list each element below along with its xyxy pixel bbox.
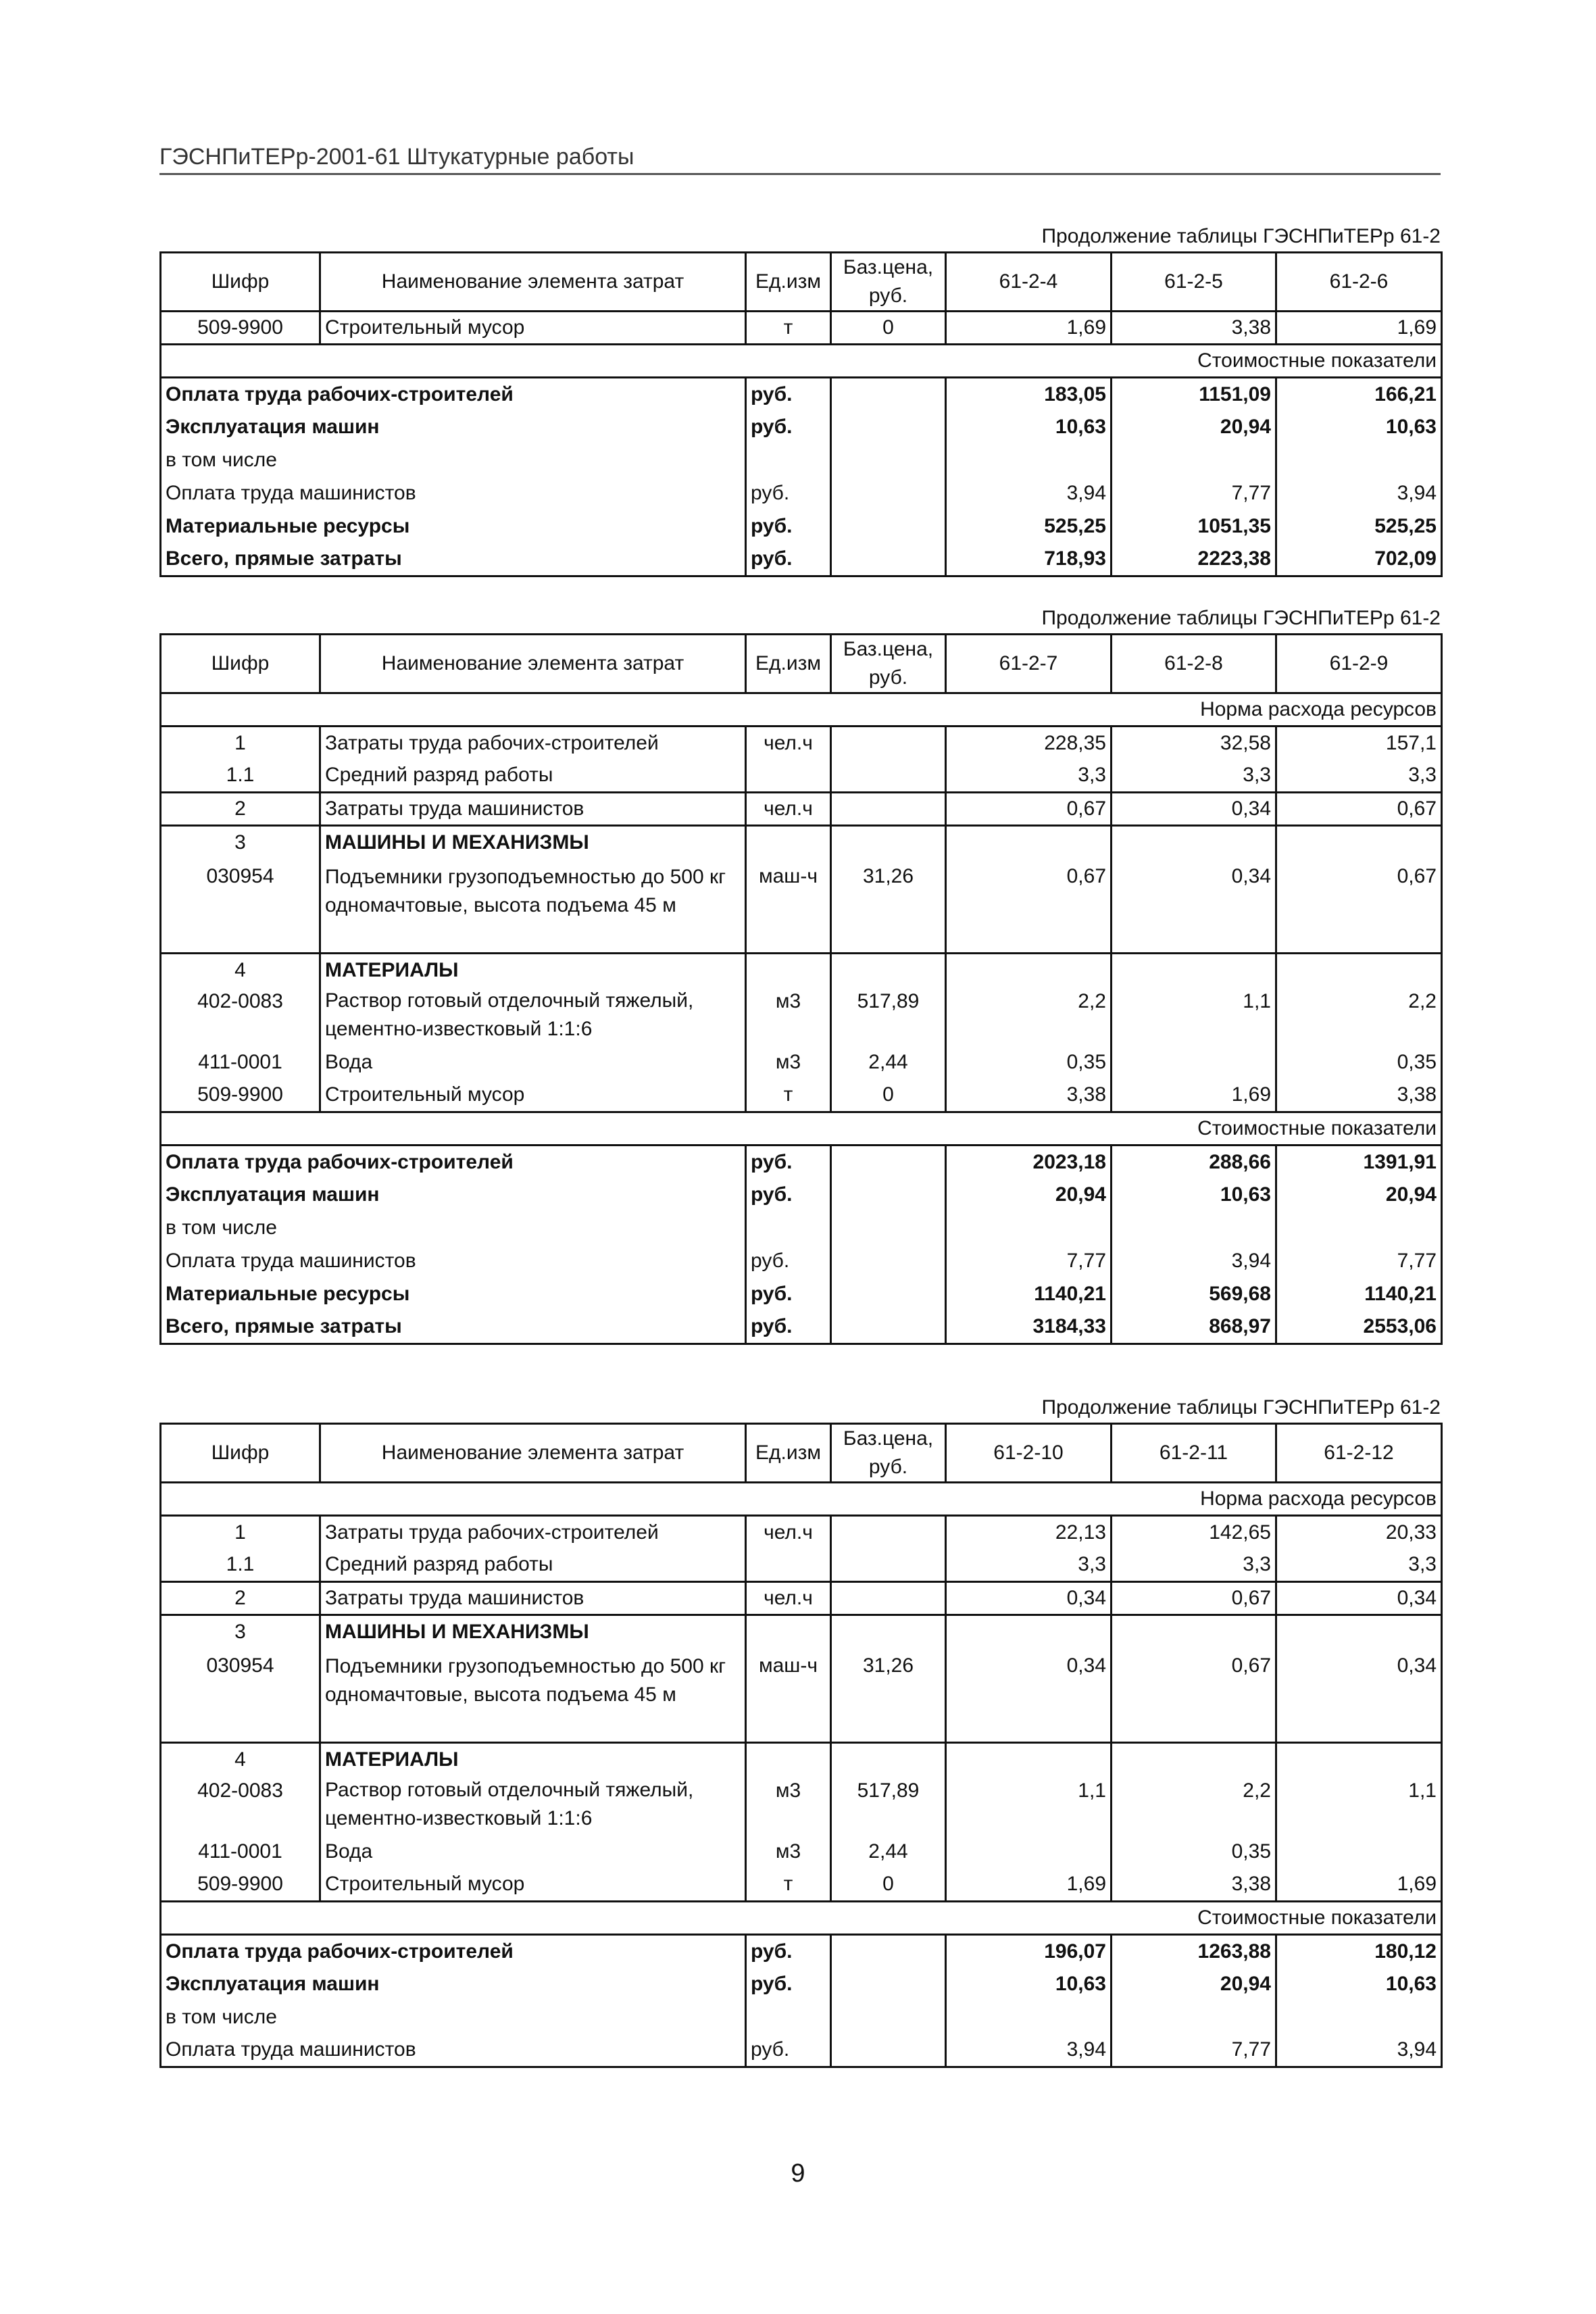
table-cell: Подъемники грузоподъемностью до 500 кг одномачтовые, высота подъема 45 м xyxy=(320,1648,746,1743)
table-cell: Эксплуатация машин xyxy=(161,411,746,444)
table-cell xyxy=(1276,2001,1442,2034)
table-cell xyxy=(946,444,1112,477)
table-cell: 2023,18 xyxy=(946,1146,1112,1179)
cost-row xyxy=(161,411,1442,444)
cost-row xyxy=(161,378,1442,411)
table-cell: 7,77 xyxy=(1276,1245,1442,1278)
table-cell: Затраты труда машинистов xyxy=(320,1582,746,1615)
table-cell: руб. xyxy=(746,477,831,510)
table-cell: руб. xyxy=(746,1278,831,1311)
resource-table-1 xyxy=(159,251,1443,577)
table-cell: 3,38 xyxy=(1112,1869,1276,1902)
table-cell: 2,44 xyxy=(831,1046,946,1079)
cost-row xyxy=(161,1278,1442,1311)
table-cell: руб. xyxy=(746,1935,831,1968)
col-code: Шифр xyxy=(161,635,320,693)
table-cell: 0,34 xyxy=(946,1582,1112,1615)
table-row xyxy=(161,1079,1442,1112)
table-cell xyxy=(831,1743,946,1776)
table-cell: 22,13 xyxy=(946,1516,1112,1549)
table-cell: Строительный мусор xyxy=(320,1869,746,1902)
table-row xyxy=(161,1582,1442,1615)
table-cell: Оплата труда рабочих-строителей xyxy=(161,1146,746,1179)
table-row xyxy=(161,1549,1442,1582)
col-price: Баз.цена, руб. xyxy=(831,1424,946,1483)
table-cell xyxy=(746,1743,831,1776)
table-cell: т xyxy=(746,312,831,345)
table-cell: руб. xyxy=(746,2034,831,2067)
table-cell xyxy=(746,444,831,477)
col-price: Баз.цена, руб. xyxy=(831,253,946,312)
table-cell: руб. xyxy=(746,1179,831,1212)
table-cell: 3,3 xyxy=(1276,760,1442,793)
cost-row xyxy=(161,444,1442,477)
resource-table-2 xyxy=(159,633,1443,1345)
table-cell xyxy=(1112,444,1276,477)
col-norm-3: 61-2-12 xyxy=(1276,1424,1442,1483)
table-cell: Средний разряд работы xyxy=(320,760,746,793)
table-cell xyxy=(946,1743,1112,1776)
table-cell xyxy=(746,1615,831,1648)
table-cell xyxy=(1112,1615,1276,1648)
table-cell: 7,77 xyxy=(1112,477,1276,510)
table-cell: 1151,09 xyxy=(1112,378,1276,411)
table-cell: Раствор готовый отделочный тяжелый, цементно-известковый 1:1:6 xyxy=(320,987,746,1046)
table-cell: 0 xyxy=(831,1869,946,1902)
table-cell xyxy=(831,826,946,859)
table-cell: МАТЕРИАЛЫ xyxy=(320,954,746,987)
table-row xyxy=(161,1516,1442,1549)
table-cell: 509-9900 xyxy=(161,1869,320,1902)
table-cell: 1263,88 xyxy=(1112,1935,1276,1968)
table-cell: 2,2 xyxy=(1112,1776,1276,1836)
table-cell: 1,69 xyxy=(946,312,1112,345)
col-norm-3: 61-2-9 xyxy=(1276,635,1442,693)
section-cost: Стоимостные показатели xyxy=(161,1112,1442,1146)
col-norm-1: 61-2-7 xyxy=(946,635,1112,693)
table-row xyxy=(161,954,1442,987)
table-cell: 525,25 xyxy=(946,510,1112,543)
section-norm: Норма расхода ресурсов xyxy=(161,693,1442,727)
table-cell: 0,67 xyxy=(1276,859,1442,954)
table-cell xyxy=(1112,2001,1276,2034)
table-cell: 402-0083 xyxy=(161,1776,320,1836)
table-cell: 1,69 xyxy=(1112,1079,1276,1112)
table-row xyxy=(161,1743,1442,1776)
table-cell xyxy=(946,1615,1112,1648)
col-code: Шифр xyxy=(161,1424,320,1483)
col-name: Наименование элемента затрат xyxy=(320,253,746,312)
table-cell: чел.ч xyxy=(746,793,831,826)
table-cell: 525,25 xyxy=(1276,510,1442,543)
col-unit: Ед.изм xyxy=(746,253,831,312)
table-cell: 183,05 xyxy=(946,378,1112,411)
table-cell: руб. xyxy=(746,1968,831,2001)
table-cell: 2 xyxy=(161,793,320,826)
col-norm-2: 61-2-5 xyxy=(1112,253,1276,312)
col-norm-1: 61-2-4 xyxy=(946,253,1112,312)
table-cell: руб. xyxy=(746,378,831,411)
table-cell: 2,2 xyxy=(946,987,1112,1046)
table-cell: 3,3 xyxy=(1112,760,1276,793)
table-cell: 20,94 xyxy=(1112,411,1276,444)
table-cell: 0,35 xyxy=(1112,1836,1276,1869)
table-cell: 569,68 xyxy=(1112,1278,1276,1311)
table-cell xyxy=(1276,444,1442,477)
table-cell: Всего, прямые затраты xyxy=(161,1311,746,1344)
table-cell xyxy=(1276,1212,1442,1245)
col-norm-2: 61-2-8 xyxy=(1112,635,1276,693)
table-cell: 3184,33 xyxy=(946,1311,1112,1344)
table-cell: Оплата труда машинистов xyxy=(161,477,746,510)
table-cell xyxy=(1276,1836,1442,1869)
table-cell: 0,67 xyxy=(1112,1582,1276,1615)
table-cell xyxy=(746,826,831,859)
table-cell: 0,35 xyxy=(946,1046,1112,1079)
table-cell xyxy=(831,760,946,793)
table-cell: 702,09 xyxy=(1276,543,1442,576)
table-cell: 3,94 xyxy=(1112,1245,1276,1278)
cost-row xyxy=(161,1968,1442,2001)
table-cell: 3,38 xyxy=(1276,1079,1442,1112)
table-cell: 3,38 xyxy=(1112,312,1276,345)
table-cell: 196,07 xyxy=(946,1935,1112,1968)
table-cell: Оплата труда машинистов xyxy=(161,1245,746,1278)
col-norm-1: 61-2-10 xyxy=(946,1424,1112,1483)
table-cell: 0,67 xyxy=(946,859,1112,954)
col-code: Шифр xyxy=(161,253,320,312)
table-row xyxy=(161,760,1442,793)
table-cell: 1,1 xyxy=(1276,1776,1442,1836)
table-cell: 4 xyxy=(161,1743,320,1776)
table-cell xyxy=(1112,1212,1276,1245)
table-cell: 0,34 xyxy=(1276,1582,1442,1615)
table-cell: Вода xyxy=(320,1836,746,1869)
table-row xyxy=(161,793,1442,826)
table-cell xyxy=(946,1836,1112,1869)
table-cell: м3 xyxy=(746,987,831,1046)
table-row xyxy=(161,1869,1442,1902)
table-cell: 402-0083 xyxy=(161,987,320,1046)
table-cell: 10,63 xyxy=(1276,1968,1442,2001)
table-cell: руб. xyxy=(746,1146,831,1179)
table-cell: м3 xyxy=(746,1836,831,1869)
table-cell: 718,93 xyxy=(946,543,1112,576)
table-caption: Продолжение таблицы ГЭСНПиТЕРр 61-2 xyxy=(1041,225,1441,247)
table-cell xyxy=(746,2001,831,2034)
table-cell: 0,67 xyxy=(946,793,1112,826)
table-cell: чел.ч xyxy=(746,1516,831,1549)
table-cell: 31,26 xyxy=(831,859,946,954)
table-cell xyxy=(1112,826,1276,859)
table-cell: т xyxy=(746,1869,831,1902)
col-price: Баз.цена, руб. xyxy=(831,635,946,693)
table-cell: 0 xyxy=(831,1079,946,1112)
table-cell: 180,12 xyxy=(1276,1935,1442,1968)
table-cell: 0 xyxy=(831,312,946,345)
document-header: ГЭСНПиТЕРр-2001-61 Штукатурные работы xyxy=(159,142,1441,175)
table-cell: 4 xyxy=(161,954,320,987)
table-cell: 411-0001 xyxy=(161,1836,320,1869)
table-cell xyxy=(1276,954,1442,987)
table-cell: Раствор готовый отделочный тяжелый, цементно-известковый 1:1:6 xyxy=(320,1776,746,1836)
table-cell: Строительный мусор xyxy=(320,312,746,345)
table-cell xyxy=(1276,1615,1442,1648)
table-row xyxy=(161,1836,1442,1869)
table-cell: 1,1 xyxy=(1112,987,1276,1046)
table-row xyxy=(161,1776,1442,1836)
table-cell: 157,1 xyxy=(1276,727,1442,760)
table-cell xyxy=(831,1615,946,1648)
table-cell: 0,34 xyxy=(1276,1648,1442,1743)
table-cell: 10,63 xyxy=(946,1968,1112,2001)
table-cell: 1 xyxy=(161,727,320,760)
cost-row xyxy=(161,510,1442,543)
table-cell: Строительный мусор xyxy=(320,1079,746,1112)
table-cell: 2 xyxy=(161,1582,320,1615)
table-row xyxy=(161,1046,1442,1079)
table-cell: 517,89 xyxy=(831,1776,946,1836)
col-name: Наименование элемента затрат xyxy=(320,1424,746,1483)
table-cell: 0,34 xyxy=(1112,793,1276,826)
table-cell xyxy=(831,954,946,987)
table-cell: маш-ч xyxy=(746,859,831,954)
table-row xyxy=(161,987,1442,1046)
table-cell: в том числе xyxy=(161,2001,746,2034)
table-cell: 3,38 xyxy=(946,1079,1112,1112)
table-cell xyxy=(831,793,946,826)
table-cell: 20,94 xyxy=(1276,1179,1442,1212)
cost-row xyxy=(161,1212,1442,1245)
cost-row xyxy=(161,543,1442,576)
table-cell: 31,26 xyxy=(831,1648,946,1743)
table-cell: Материальные ресурсы xyxy=(161,510,746,543)
table-cell: чел.ч xyxy=(746,727,831,760)
table-cell xyxy=(746,1212,831,1245)
table-cell xyxy=(831,1582,946,1615)
table-cell: 3,94 xyxy=(1276,477,1442,510)
table-cell: 1 xyxy=(161,1516,320,1549)
table-cell: 0,35 xyxy=(1276,1046,1442,1079)
table-row xyxy=(161,1615,1442,1648)
table-cell: руб. xyxy=(746,1245,831,1278)
table-cell: 2223,38 xyxy=(1112,543,1276,576)
table-caption: Продолжение таблицы ГЭСНПиТЕРр 61-2 xyxy=(1041,607,1441,629)
table-cell: руб. xyxy=(746,510,831,543)
table-cell: м3 xyxy=(746,1776,831,1836)
table-cell: Всего, прямые затраты xyxy=(161,543,746,576)
table-cell xyxy=(946,2001,1112,2034)
table-cell: 1,1 xyxy=(946,1776,1112,1836)
table-cell: 1140,21 xyxy=(946,1278,1112,1311)
table-cell: 030954 xyxy=(161,859,320,954)
cost-row xyxy=(161,1311,1442,1344)
table-cell xyxy=(1276,1743,1442,1776)
cost-row xyxy=(161,1179,1442,1212)
table-cell: 1,69 xyxy=(1276,1869,1442,1902)
table-cell: Оплата труда машинистов xyxy=(161,2034,746,2067)
cost-row xyxy=(161,2034,1442,2067)
table-cell: 32,58 xyxy=(1112,727,1276,760)
col-unit: Ед.изм xyxy=(746,635,831,693)
table-cell: 2553,06 xyxy=(1276,1311,1442,1344)
cost-row xyxy=(161,1245,1442,1278)
table-cell: 0,34 xyxy=(946,1648,1112,1743)
table-cell: 3,3 xyxy=(1112,1549,1276,1582)
table-cell xyxy=(946,1212,1112,1245)
table-cell: Подъемники грузоподъемностью до 500 кг одномачтовые, высота подъема 45 м xyxy=(320,859,746,954)
section-cost: Стоимостные показатели xyxy=(161,1902,1442,1935)
table-cell: Материальные ресурсы xyxy=(161,1278,746,1311)
table-cell: руб. xyxy=(746,411,831,444)
table-cell: 2,44 xyxy=(831,1836,946,1869)
table-cell xyxy=(1112,1046,1276,1079)
table-cell: чел.ч xyxy=(746,1582,831,1615)
table-cell xyxy=(831,727,946,760)
table-row xyxy=(161,1648,1442,1743)
table-cell: 0,34 xyxy=(1112,859,1276,954)
table-cell xyxy=(1112,954,1276,987)
table-cell: Эксплуатация машин xyxy=(161,1179,746,1212)
table-cell: Затраты труда рабочих-строителей xyxy=(320,727,746,760)
table-cell: 3,94 xyxy=(946,2034,1112,2067)
table-cell: 3,94 xyxy=(1276,2034,1442,2067)
col-name: Наименование элемента затрат xyxy=(320,635,746,693)
table-cell: 1140,21 xyxy=(1276,1278,1442,1311)
table-cell xyxy=(831,1549,946,1582)
table-cell: 3,3 xyxy=(946,1549,1112,1582)
table-cell: Оплата труда рабочих-строителей xyxy=(161,378,746,411)
table-row xyxy=(161,312,1442,345)
table-cell: маш-ч xyxy=(746,1648,831,1743)
table-cell: 20,94 xyxy=(946,1179,1112,1212)
col-unit: Ед.изм xyxy=(746,1424,831,1483)
table-cell: руб. xyxy=(746,1311,831,1344)
table-cell: 20,94 xyxy=(1112,1968,1276,2001)
table-cell: в том числе xyxy=(161,1212,746,1245)
table-row xyxy=(161,859,1442,954)
table-cell: 288,66 xyxy=(1112,1146,1276,1179)
table-cell xyxy=(1276,826,1442,859)
section-norm: Норма расхода ресурсов xyxy=(161,1483,1442,1516)
table-cell: МАТЕРИАЛЫ xyxy=(320,1743,746,1776)
resource-table-3 xyxy=(159,1423,1443,2068)
table-cell: т xyxy=(746,1079,831,1112)
table-cell xyxy=(946,954,1112,987)
cost-row xyxy=(161,477,1442,510)
table-cell: 3,3 xyxy=(1276,1549,1442,1582)
table-cell xyxy=(746,1549,831,1582)
table-cell: 1,69 xyxy=(1276,312,1442,345)
table-cell: 7,77 xyxy=(1112,2034,1276,2067)
page-number: 9 xyxy=(791,2159,805,2188)
table-cell xyxy=(1112,1743,1276,1776)
table-cell: 411-0001 xyxy=(161,1046,320,1079)
table-cell: 1.1 xyxy=(161,1549,320,1582)
table-cell: МАШИНЫ И МЕХАНИЗМЫ xyxy=(320,826,746,859)
table-cell: Эксплуатация машин xyxy=(161,1968,746,2001)
table-cell: Оплата труда рабочих-строителей xyxy=(161,1935,746,1968)
table-cell: 142,65 xyxy=(1112,1516,1276,1549)
table-cell xyxy=(746,954,831,987)
table-cell: Средний разряд работы xyxy=(320,1549,746,1582)
table-cell: 509-9900 xyxy=(161,1079,320,1112)
table-cell: Затраты труда машинистов xyxy=(320,793,746,826)
table-cell: 20,33 xyxy=(1276,1516,1442,1549)
table-cell: 7,77 xyxy=(946,1245,1112,1278)
table-cell: 1391,91 xyxy=(1276,1146,1442,1179)
table-cell: 1051,35 xyxy=(1112,510,1276,543)
table-cell: 10,63 xyxy=(1112,1179,1276,1212)
table-cell: 10,63 xyxy=(1276,411,1442,444)
table-cell: 030954 xyxy=(161,1648,320,1743)
table-cell: 0,67 xyxy=(1112,1648,1276,1743)
table-cell: МАШИНЫ И МЕХАНИЗМЫ xyxy=(320,1615,746,1648)
table-cell: 2,2 xyxy=(1276,987,1442,1046)
table-cell: 0,67 xyxy=(1276,793,1442,826)
table-cell: Затраты труда рабочих-строителей xyxy=(320,1516,746,1549)
table-cell: 166,21 xyxy=(1276,378,1442,411)
table-cell xyxy=(746,760,831,793)
table-cell: м3 xyxy=(746,1046,831,1079)
table-cell: Вода xyxy=(320,1046,746,1079)
table-cell xyxy=(946,826,1112,859)
table-cell: 517,89 xyxy=(831,987,946,1046)
cost-row xyxy=(161,1935,1442,1968)
col-norm-2: 61-2-11 xyxy=(1112,1424,1276,1483)
table-cell: в том числе xyxy=(161,444,746,477)
table-row xyxy=(161,826,1442,859)
table-cell: 1.1 xyxy=(161,760,320,793)
section-cost: Стоимостные показатели xyxy=(161,345,1442,378)
table-cell: 3 xyxy=(161,826,320,859)
table-cell xyxy=(831,1516,946,1549)
table-caption: Продолжение таблицы ГЭСНПиТЕРр 61-2 xyxy=(1041,1396,1441,1419)
table-cell: 3 xyxy=(161,1615,320,1648)
table-cell: 3,94 xyxy=(946,477,1112,510)
table-cell: 509-9900 xyxy=(161,312,320,345)
table-cell: руб. xyxy=(746,543,831,576)
table-cell: 10,63 xyxy=(946,411,1112,444)
cost-row xyxy=(161,1146,1442,1179)
table-cell: 228,35 xyxy=(946,727,1112,760)
col-norm-3: 61-2-6 xyxy=(1276,253,1442,312)
table-cell: 868,97 xyxy=(1112,1311,1276,1344)
table-cell: 3,3 xyxy=(946,760,1112,793)
cost-row xyxy=(161,2001,1442,2034)
table-row xyxy=(161,727,1442,760)
table-cell: 1,69 xyxy=(946,1869,1112,1902)
